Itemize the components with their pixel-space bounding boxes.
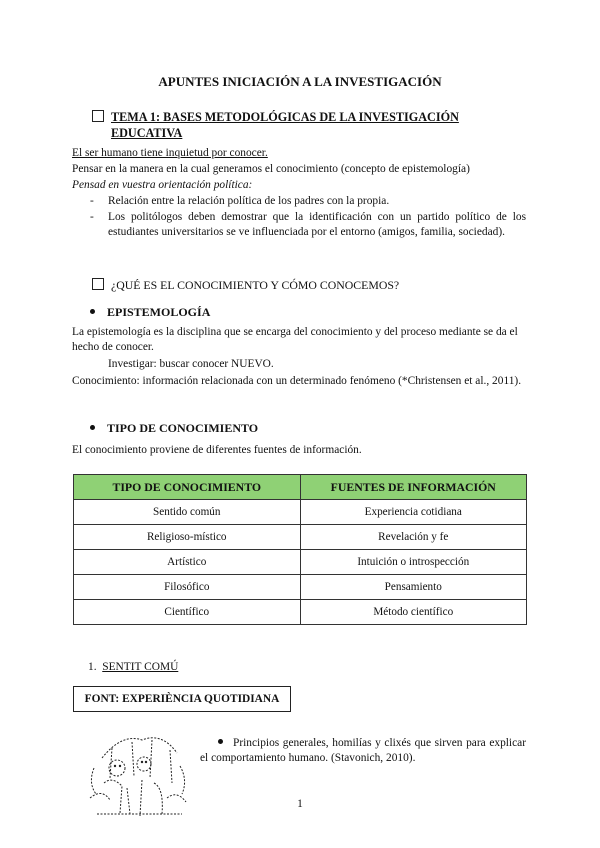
section-number: 1. bbox=[88, 661, 97, 673]
epistemologia-paragraph-3: Conocimiento: información relacionada con un determinado fenómeno (*Christensen et al., 2011). bbox=[72, 375, 522, 387]
knowledge-table bbox=[73, 474, 527, 625]
page-number: 1 bbox=[297, 798, 303, 810]
tipo-heading-text: TIPO DE CONOCIMIENTO bbox=[107, 421, 259, 435]
document-title: APUNTES INICIACIÓN A LA INVESTIGACIÓN bbox=[158, 74, 442, 89]
section-1-bullet bbox=[200, 736, 526, 766]
epistemologia-heading bbox=[90, 305, 210, 320]
section-title: SENTIT COMÚ bbox=[102, 661, 179, 673]
checkbox-square-icon bbox=[92, 110, 104, 122]
table-row bbox=[74, 575, 527, 600]
table-header-row bbox=[74, 475, 527, 500]
section-1-bullet-text: Principios generales, homilías y clixés que sirven para explicar el comportamiento humano. (Stavonich, 2010). bbox=[200, 737, 526, 764]
tema1-heading-text: TEMA 1: BASES METODOLÓGICAS DE LA INVESTIGACIÓN EDUCATIVA bbox=[111, 110, 459, 140]
table-header-cell: TIPO DE CONOCIMIENTO bbox=[74, 475, 301, 500]
dash-item-1-text: - Relación entre la relación política de los padres con la propia. bbox=[108, 195, 390, 207]
dash-item-2-text: - Los politólogos deben demostrar que la identificación con un partido político de los estudiantes universitarios se ve influenciada por el entorno (amigos, familia, sociedad). bbox=[108, 211, 526, 238]
table-cell: Científico bbox=[74, 600, 301, 625]
dash-item-1 bbox=[90, 194, 526, 209]
table-cell: Artístico bbox=[74, 550, 301, 575]
table-row bbox=[74, 550, 527, 575]
table-cell: Experiencia cotidiana bbox=[300, 500, 527, 525]
intro-line-1: El ser humano tiene inquietud por conocer. bbox=[72, 147, 268, 159]
tipo-heading bbox=[90, 421, 258, 436]
tema1-heading bbox=[92, 109, 532, 141]
table-cell: Pensamiento bbox=[300, 575, 527, 600]
table-cell: Intuición o introspección bbox=[300, 550, 527, 575]
tipo-paragraph: El conocimiento proviene de diferentes fuentes de información. bbox=[72, 444, 362, 456]
table-row bbox=[74, 525, 527, 550]
epistemologia-paragraph-1: La epistemología es la disciplina que se encarga del conocimiento y del proceso mediante se da el hecho de conocer. bbox=[72, 326, 518, 353]
table-cell: Método científico bbox=[300, 600, 527, 625]
intro-line-3: Pensad en vuestra orientación política: bbox=[72, 179, 253, 191]
bullet-icon bbox=[90, 309, 95, 314]
epistemologia-paragraph-2: Investigar: buscar conocer NUEVO. bbox=[108, 358, 274, 370]
section-1-heading bbox=[88, 660, 178, 675]
table-row bbox=[74, 600, 527, 625]
bullet-icon bbox=[90, 425, 95, 430]
dash-item-2 bbox=[90, 210, 526, 240]
table-cell: Sentido común bbox=[74, 500, 301, 525]
question-heading bbox=[92, 278, 399, 293]
question-heading-text: ¿QUÉ ES EL CONOCIMIENTO Y CÓMO CONOCEMOS? bbox=[111, 278, 400, 292]
epistemologia-heading-text: EPISTEMOLOGÍA bbox=[107, 305, 211, 319]
table-cell: Religioso-místico bbox=[74, 525, 301, 550]
intro-line-2: Pensar en la manera en la cual generamos el conocimiento (concepto de epistemología) bbox=[72, 163, 470, 175]
font-box: FONT: EXPERIÈNCIA QUOTIDIANA bbox=[73, 686, 291, 712]
table-row bbox=[74, 500, 527, 525]
bullet-icon bbox=[218, 739, 223, 744]
table-cell: Revelación y fe bbox=[300, 525, 527, 550]
checkbox-square-icon bbox=[92, 278, 104, 290]
table-cell: Filosófico bbox=[74, 575, 301, 600]
table-header-cell: FUENTES DE INFORMACIÓN bbox=[300, 475, 527, 500]
